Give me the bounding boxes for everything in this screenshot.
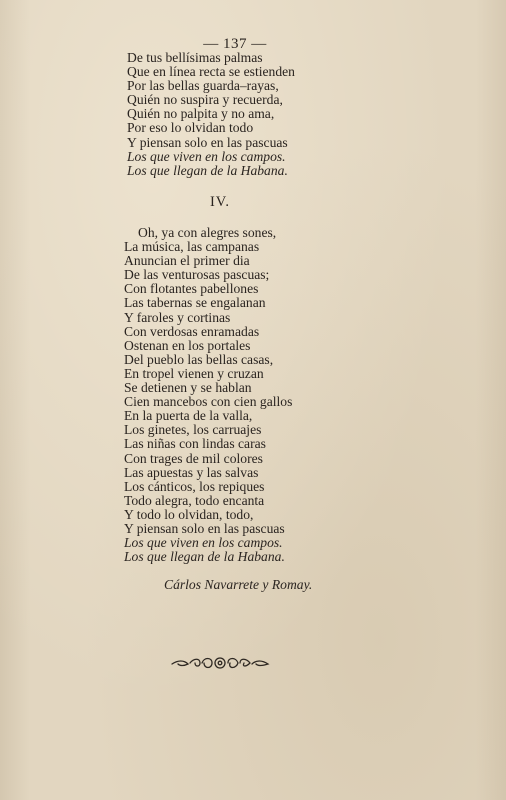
verse-line: Con verdosas enramadas xyxy=(124,323,260,339)
verse-line: Todo alegra, todo encanta xyxy=(124,492,265,508)
stanza-iv xyxy=(124,226,292,564)
verse-line: Quién no palpita y no ama, xyxy=(127,106,275,122)
author-signature: Cárlos Navarrete y Romay. xyxy=(164,577,313,592)
verse-line: Por las bellas guarda–rayas, xyxy=(127,78,279,94)
refrain-line: Los que viven en los campos. xyxy=(127,148,286,164)
verse-line: Cien mancebos con cien gallos xyxy=(124,394,293,410)
verse-line: Quién no suspira y recuerda, xyxy=(127,92,283,108)
verse-line: Ostenan en los portales xyxy=(124,337,251,353)
verse-line: Se detienen y se hablan xyxy=(124,380,252,396)
verse-line: Y piensan solo en las pascuas xyxy=(124,520,285,536)
verse-line: Por eso lo olvidan todo xyxy=(127,120,254,136)
verse-line: De tus bellísimas palmas xyxy=(127,50,263,65)
stanza-continued xyxy=(127,51,295,178)
verse-line: Y piensan solo en las pascuas xyxy=(127,134,288,150)
refrain-line: Los que llegan de la Habana. xyxy=(127,162,288,178)
verse-line: De las venturosas pascuas; xyxy=(124,267,270,283)
verse-line: En la puerta de la valla, xyxy=(124,408,253,424)
refrain-line: Los que llegan de la Habana. xyxy=(124,549,285,565)
verse-line: En tropel vienen y cruzan xyxy=(124,365,264,381)
verse-line: Que en línea recta se estienden xyxy=(127,64,295,80)
verse-line: Del pueblo las bellas casas, xyxy=(124,351,274,367)
verse-line: Los cánticos, los repiques xyxy=(124,478,265,494)
verse-line: Y faroles y cortinas xyxy=(124,309,231,325)
verse-line: Las tabernas se engalanan xyxy=(124,295,266,311)
verse-line: Con trages de mil colores xyxy=(124,450,263,466)
verse-line: Anuncian el primer dia xyxy=(124,253,250,269)
refrain-line: Los que viven en los campos. xyxy=(124,535,283,551)
verse-line: Las apuestas y las salvas xyxy=(124,464,259,480)
verse-line: Los ginetes, los carruajes xyxy=(124,422,262,438)
verse-line: Oh, ya con alegres sones, xyxy=(138,225,277,240)
page-number: — 137 — xyxy=(203,36,267,52)
verse-line: Las niñas con lindas caras xyxy=(124,436,266,452)
verse-line: Y todo lo olvidan, todo, xyxy=(124,506,254,522)
section-heading: IV. xyxy=(209,194,231,210)
verse-line: Con flotantes pabellones xyxy=(124,281,259,297)
verse-line: La música, las campanas xyxy=(124,239,260,255)
fleuron-divider-icon xyxy=(170,654,270,677)
